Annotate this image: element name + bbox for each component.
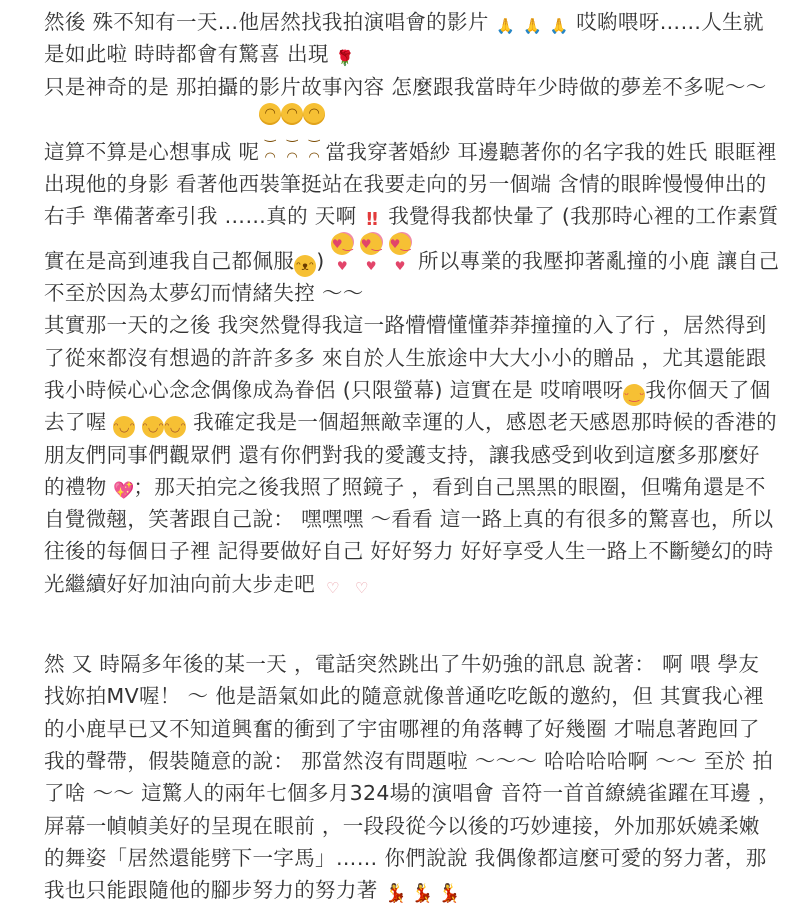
text-run bbox=[404, 878, 411, 902]
text-run bbox=[542, 10, 549, 34]
text-run: 然 又 時隔多年後的某一天 ，電話突然跳出了牛奶強的訊息 說著： 啊 喂 學友找妳拍MV喔！ ～ 他是語氣如此的隨意就像普通吃吃飯的邀約，但 其實我心裡的小鹿早已又不知道興奮的衝到了宇宙哪裡的角落轉了好幾圈 才喘息著跑回了我的聲帶，假裝隨意的說： 那當然沒有問題啦 ～～～ 哈哈哈哈啊 ～～ 至於 拍了啥 ～～ 這驚人的兩年七個多月324場的演唱會 音符一首首繚繞雀躍在耳邊 ，屏幕一幀幀美好的呈現在眼前 ，一段段從今以後的巧妙連接，外加那妖嬈柔嫩的舞姿「居然還能劈下一字馬」…… 你們說說 我偶像都這麼可愛的努力著，那我也只能跟隨他的腳步努力的努力著 bbox=[44, 652, 779, 903]
hugging-face-icon: ᵔ◡ᵔ bbox=[142, 416, 164, 438]
paragraph-1 bbox=[44, 6, 780, 600]
yum-face-icon: ᵕ‿ᵕ bbox=[623, 384, 645, 406]
text-run: ) bbox=[316, 248, 332, 273]
text-run bbox=[382, 249, 389, 273]
text-run: ；那天拍完之後我照了照鏡子 ，看到自己黑黑的眼圈，但嘴角還是不自覺微翹，笑著跟自己說： 嘿嘿嘿 ～看看 這一路上真的有很多的驚喜也，所以往後的每個日子裡 記得要做好自己 好好努力 好好享受人生一路上不斷變幻的時光繼續好好加油向前大步走吧 bbox=[44, 474, 774, 596]
text-run: 哎喲喂呀……人生就是如此啦 時時都會有驚喜 出現 bbox=[44, 10, 764, 67]
text-run: 我覺得我都快暈了 (我那時心裡的工作素質實在是高到連我自己都佩服 bbox=[44, 204, 779, 273]
dancer-icon: 💃 bbox=[384, 883, 408, 905]
praying-hands-icon: 🙏 bbox=[549, 17, 569, 35]
double-exclamation-icon: ‼ bbox=[366, 209, 379, 231]
paragraph-gap bbox=[44, 600, 780, 648]
text-run bbox=[353, 249, 360, 273]
text-run: 我確定我是一個超無敵幸運的人，感恩老天感恩那時候的香港的朋友們同事們觀眾們 還有你們對我的愛護支持，讓我感受到收到這麼多那麼好的禮物 bbox=[44, 410, 777, 499]
rose-icon: 🌹 bbox=[335, 49, 355, 68]
text-run: 所以專業的我壓抑著亂撞的小鹿 讓自己不至於因為太夢幻而情緒失控 ～～ bbox=[44, 248, 780, 306]
sparkling-heart-icon: 💖 bbox=[113, 480, 135, 501]
praying-hands-icon: 🙏 bbox=[522, 17, 542, 35]
smiling-face-with-hearts-icon: ♥‿♥ bbox=[360, 233, 382, 255]
paragraph-1-text bbox=[44, 6, 780, 600]
smiling-face-with-hearts-icon: ♥‿♥ bbox=[331, 233, 353, 255]
grinning-face-icon: ᵔᴥᵔ bbox=[294, 255, 316, 277]
text-run bbox=[516, 10, 523, 34]
text-run: 當我穿著婚紗 耳邊聽著你的名字我的姓氏 眼眶裡出現他的身影 看著他西裝筆挺站在我要走向的另一個端 含情的眼眸慢慢伸出的右手 準備著牽引我 ……真的 天啊 bbox=[44, 139, 777, 229]
text-run: 我你個天了個去了喔 bbox=[44, 377, 771, 435]
rofl-icon: ◠‿◠ bbox=[281, 103, 303, 125]
praying-hands-icon: 🙏 bbox=[496, 17, 516, 35]
text-run bbox=[135, 410, 142, 434]
hugging-face-icon: ᵔ◡ᵔ bbox=[164, 416, 186, 438]
post-body bbox=[44, 6, 780, 906]
paragraph-2-text bbox=[44, 648, 780, 906]
dancer-icon: 💃 bbox=[438, 883, 461, 905]
text-run bbox=[431, 878, 438, 902]
text-run: 然後 殊不知有一天…他居然找我拍演唱會的影片 bbox=[44, 10, 496, 34]
rofl-icon: ◠‿◠ bbox=[303, 103, 325, 125]
text-run: 其實那一天的之後 我突然覺得我這一路懵懵懂懂莽莽撞撞的入了行 ，居然得到了從來都沒有想過的許許多多 來自於人生旅途中大大小小的贈品 ，尤其還能跟我小時候心心念念偶像成為眷侶 (只限螢幕) 這實在是 哎唷喂呀 bbox=[44, 313, 767, 402]
dancer-icon: 💃 bbox=[411, 883, 435, 905]
smiling-face-with-hearts-icon: ♥‿♥ bbox=[389, 233, 411, 255]
text-run bbox=[344, 572, 351, 596]
text-run: 只是神奇的是 那拍攝的影片故事內容 怎麼跟我當時年少時做的夢差不多呢～～這算不算是心想事成 呢 bbox=[44, 74, 767, 164]
rofl-icon: ◠‿◠ bbox=[259, 103, 281, 125]
heart-hands-icon: ♡ bbox=[326, 578, 340, 597]
heart-hands-icon: ♡ bbox=[354, 578, 369, 597]
paragraph-2 bbox=[44, 648, 780, 906]
hugging-face-icon: ᵔ◡ᵔ bbox=[113, 416, 135, 438]
